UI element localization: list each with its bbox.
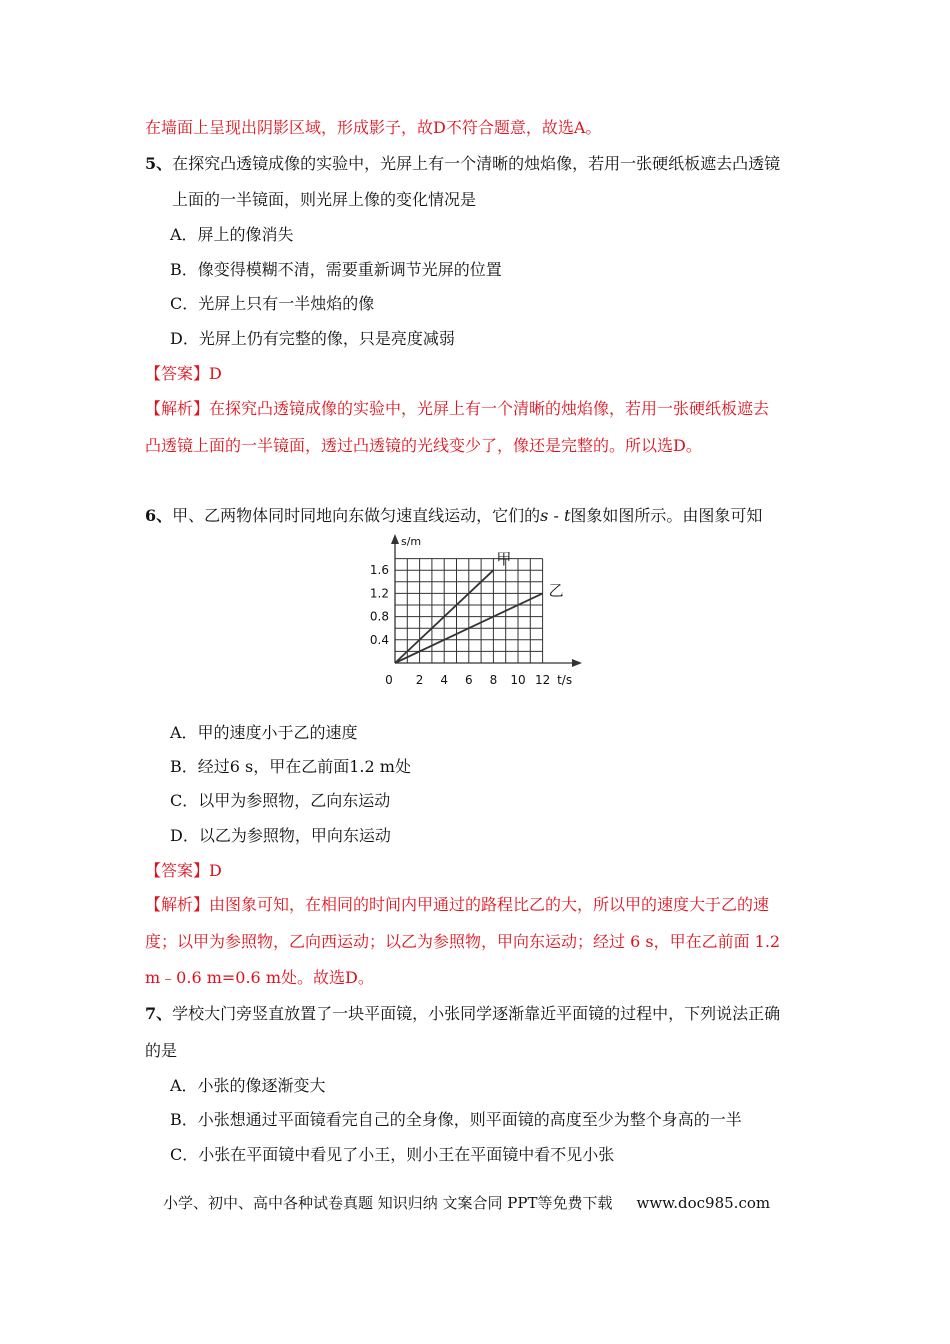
q6-answer bbox=[145, 861, 222, 881]
footer-site: www.doc985.com bbox=[636, 1194, 771, 1212]
footer-text: 小学、初中、高中各种试卷真题 知识归纳 文案合同 PPT等免费下载 bbox=[163, 1194, 613, 1212]
x-tick-label: 0 bbox=[385, 673, 393, 687]
page-footer bbox=[163, 1193, 770, 1213]
q5-stem-line2: 上面的一半镜面，则光屏上像的变化情况是 bbox=[172, 190, 477, 209]
q6-stem-dash: - bbox=[548, 506, 564, 525]
q5-analysis-tag: 【解析】 bbox=[145, 399, 210, 418]
q6-analysis-line1 bbox=[145, 895, 769, 915]
q6-analysis-line3: m﹣0.6 m=0.6 m处。故选D。 bbox=[145, 968, 374, 987]
q5-answer-tag: 【答案】 bbox=[145, 364, 210, 383]
q7-option-c: C．小张在平面镜中看见了小王，则小王在平面镜中看不见小张 bbox=[170, 1145, 615, 1164]
q6-answer-value: D bbox=[209, 861, 222, 880]
q6-option-c: C．以甲为参照物，乙向东运动 bbox=[170, 791, 391, 810]
x-axis-arrow bbox=[572, 659, 582, 667]
chart-labels bbox=[370, 535, 572, 687]
q7-option-a: A．小张的像逐渐变大 bbox=[170, 1076, 326, 1095]
q5-option-a: A．屏上的像消失 bbox=[170, 225, 294, 244]
x-tick-label: 4 bbox=[440, 673, 449, 687]
x-tick-label: 8 bbox=[489, 673, 498, 687]
chart-grid bbox=[395, 559, 543, 663]
x-tick-label: 6 bbox=[464, 673, 473, 687]
series-label-jia: 甲 bbox=[496, 550, 512, 569]
q5-option-b: B．像变得模糊不清，需要重新调节光屏的位置 bbox=[170, 260, 502, 279]
q5-stem-line1 bbox=[145, 154, 780, 174]
x-tick-label: 2 bbox=[415, 673, 424, 687]
series-label-yi: 乙 bbox=[548, 581, 564, 600]
q5-number: 5、 bbox=[145, 154, 173, 173]
q6-option-b: B．经过6 s，甲在乙前面1.2 m处 bbox=[170, 757, 411, 776]
q5-analysis-line1 bbox=[145, 399, 769, 419]
q4-analysis-tail: 在墙面上呈现出阴影区域，形成影子，故D不符合题意，故选A。 bbox=[145, 118, 602, 137]
q7-option-b: B．小张想通过平面镜看完自己的全身像，则平面镜的高度至少为整个身高的一半 bbox=[170, 1110, 742, 1129]
q6-stem-t: t bbox=[563, 506, 571, 525]
q6-analysis-tag: 【解析】 bbox=[145, 895, 210, 914]
q6-stem-s: s bbox=[540, 506, 549, 525]
q5-answer bbox=[145, 364, 222, 384]
x-tick-label: 10 bbox=[510, 673, 526, 687]
q5-answer-value: D bbox=[209, 364, 222, 383]
q6-number: 6、 bbox=[145, 506, 173, 525]
st-graph-chart bbox=[360, 530, 590, 695]
q7-number: 7、 bbox=[145, 1004, 173, 1023]
x-tick-label: 12 bbox=[534, 673, 551, 687]
q5-stem-text: 在探究凸透镜成像的实验中，光屏上有一个清晰的烛焰像，若用一张硬纸板遮去凸透镜 bbox=[172, 154, 781, 173]
y-axis-label: s/m bbox=[401, 535, 422, 548]
q5-option-c: C．光屏上只有一半烛焰的像 bbox=[170, 294, 375, 313]
q5-analysis-line2: 凸透镜上面的一半镜面，透过凸透镜的光线变少了，像还是完整的。所以选D。 bbox=[145, 436, 702, 455]
q6-option-a: A．甲的速度小于乙的速度 bbox=[170, 723, 358, 742]
q6-analysis-line2: 度；以甲为参照物，乙向西运动；以乙为参照物，甲向东运动；经过 6 s，甲在乙前面 1.2 bbox=[145, 932, 781, 951]
q6-option-d: D．以乙为参照物，甲向东运动 bbox=[170, 826, 391, 845]
q6-stem-end: 图象如图所示。由图象可知 bbox=[570, 506, 763, 525]
q6-answer-tag: 【答案】 bbox=[145, 861, 210, 880]
q7-stem-text: 学校大门旁竖直放置了一块平面镜，小张同学逐渐靠近平面镜的过程中，下列说法正确 bbox=[172, 1004, 781, 1023]
q5-analysis-text: 在探究凸透镜成像的实验中，光屏上有一个清晰的烛焰像，若用一张硬纸板遮去 bbox=[209, 399, 770, 418]
x-axis-label: t/s bbox=[557, 673, 573, 687]
y-tick-label: 1.2 bbox=[369, 586, 389, 601]
q6-stem-text: 甲、乙两物体同时同地向东做匀速直线运动，它们的 bbox=[172, 506, 541, 525]
q5-option-d: D．光屏上仍有完整的像，只是亮度减弱 bbox=[170, 329, 455, 348]
y-axis-arrow bbox=[391, 534, 399, 544]
q6-analysis-text: 由图象可知，在相同的时间内甲通过的路程比乙的大，所以甲的速度大于乙的速 bbox=[209, 895, 770, 914]
q7-stem-line1 bbox=[145, 1004, 780, 1024]
y-tick-label: 0.8 bbox=[369, 609, 389, 624]
y-tick-label: 0.4 bbox=[369, 632, 389, 647]
q7-stem-line2: 的是 bbox=[145, 1041, 178, 1060]
q6-stem-line1 bbox=[145, 506, 762, 526]
y-tick-label: 1.6 bbox=[369, 563, 389, 578]
